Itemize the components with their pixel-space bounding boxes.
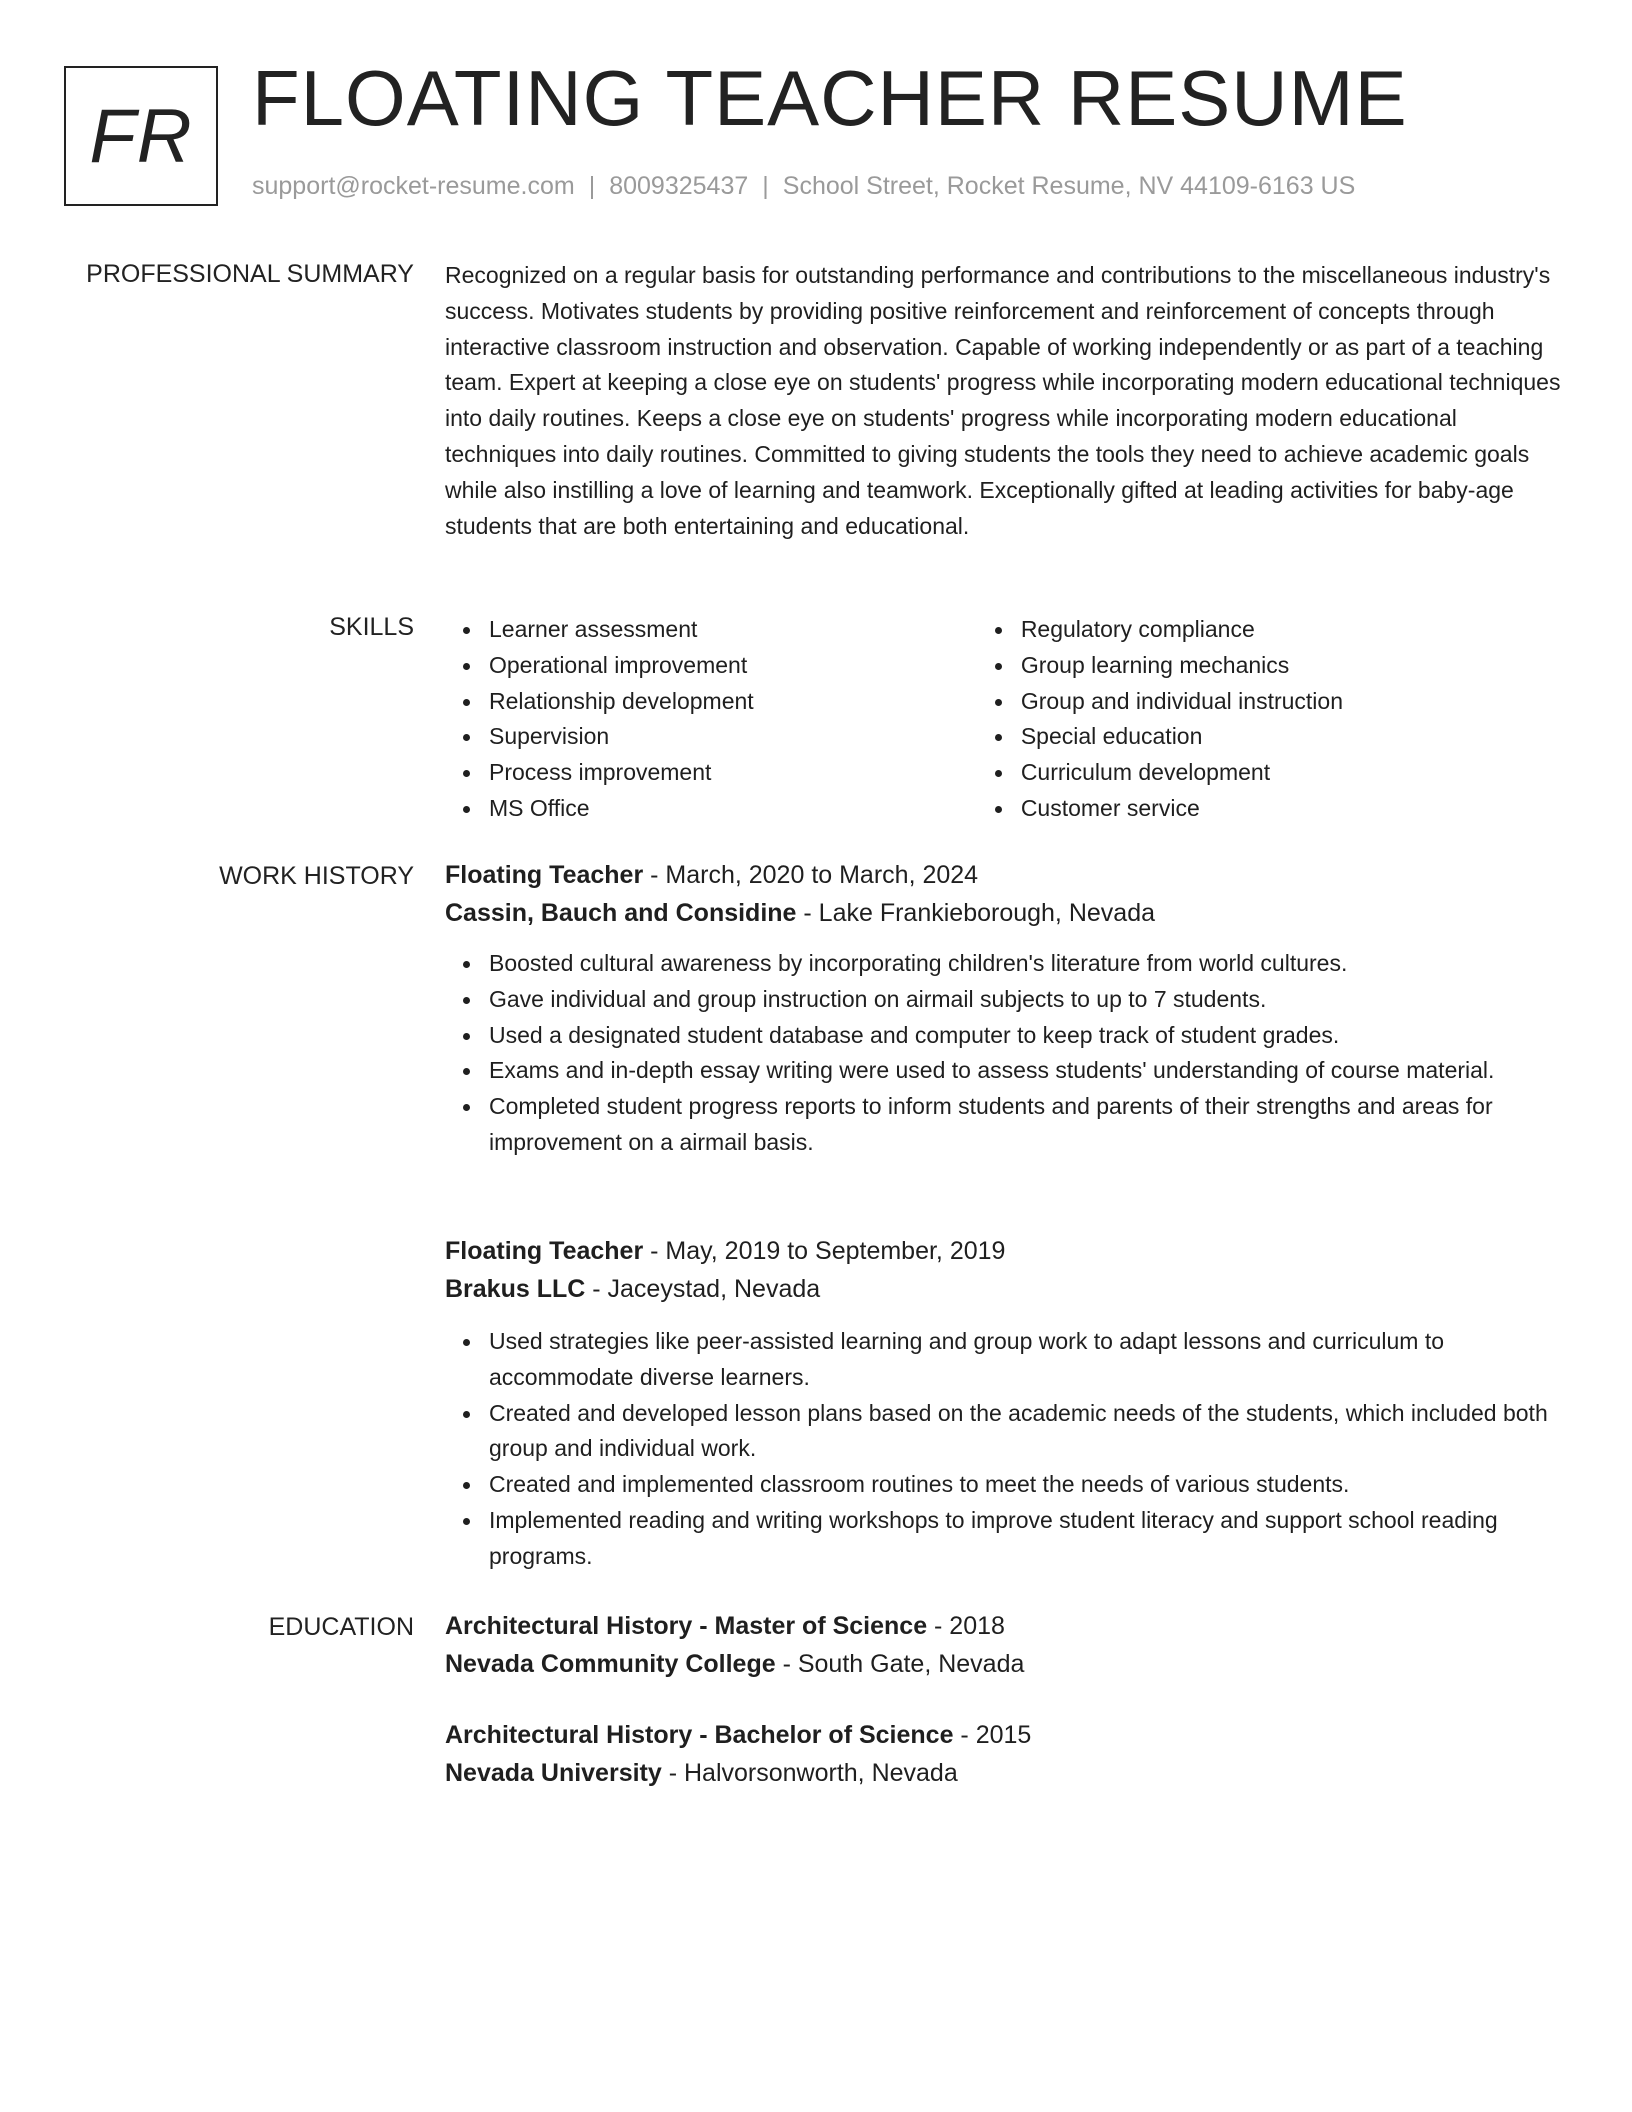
education-degree: Architectural History - Master of Science [445, 1612, 928, 1640]
job-company-line [445, 1270, 1565, 1308]
section-label-education: EDUCATION [268, 1613, 414, 1641]
skills-column-1 [445, 612, 977, 827]
job-bullet: Exams and in-depth essay writing were used to assess students' understanding of course material. [489, 1053, 1565, 1089]
skill-item: Operational improvement [489, 648, 977, 684]
education-degree-line [445, 1716, 1565, 1754]
job-bullet: Used a designated student database and computer to keep track of student grades. [489, 1018, 1565, 1054]
education-location: - South Gate, Nevada [775, 1650, 1025, 1678]
education-entry [445, 1607, 1565, 1683]
job-company: Brakus LLC [445, 1275, 586, 1303]
skill-item: Customer service [1021, 791, 1565, 827]
section-label-summary: PROFESSIONAL SUMMARY [86, 260, 414, 288]
skill-item: Regulatory compliance [1021, 612, 1565, 648]
section-label-skills: SKILLS [329, 613, 414, 641]
contact-separator: | [762, 172, 769, 200]
skill-item: Group learning mechanics [1021, 648, 1565, 684]
contact-separator: | [588, 172, 596, 200]
education-school-line [445, 1645, 1565, 1683]
skill-item: Special education [1021, 719, 1565, 755]
skill-item: Learner assessment [489, 612, 977, 648]
job-bullet: Used strategies like peer-assisted learning and group work to adapt lessons and curriculum to accommodate diverse learners. [489, 1324, 1565, 1396]
job-bullets [445, 1324, 1565, 1575]
job-bullets [445, 946, 1565, 1161]
skill-item: Supervision [489, 719, 977, 755]
education-degree-line [445, 1607, 1565, 1645]
education-location: - Halvorsonworth, Nevada [661, 1759, 958, 1787]
monogram-logo: FR [64, 66, 218, 206]
job-title: Floating Teacher [445, 1237, 644, 1265]
education-year: - 2018 [927, 1612, 1005, 1640]
education-school-line [445, 1754, 1565, 1792]
job-bullet: Boosted cultural awareness by incorporating children's literature from world cultures. [489, 946, 1565, 982]
resume-title: FLOATING TEACHER RESUME [252, 54, 1408, 142]
job-dates: - March, 2020 to March, 2024 [643, 861, 979, 889]
skill-item: MS Office [489, 791, 977, 827]
skill-item: Relationship development [489, 684, 977, 720]
section-label-work-history: WORK HISTORY [219, 862, 414, 890]
skill-item: Process improvement [489, 755, 977, 791]
contact-address: School Street, Rocket Resume, NV 44109-6163 US [782, 172, 1356, 200]
education-year: - 2015 [953, 1721, 1032, 1749]
skill-item: Curriculum development [1021, 755, 1565, 791]
education-school: Nevada Community College [445, 1650, 776, 1678]
skill-item: Group and individual instruction [1021, 684, 1565, 720]
contact-phone: 8009325437 [609, 172, 749, 200]
job-bullet: Implemented reading and writing workshops to improve student literacy and support school reading programs. [489, 1503, 1565, 1575]
education-school: Nevada University [445, 1759, 662, 1787]
contact-email: support@rocket-resume.com [252, 172, 575, 200]
education-degree: Architectural History - Bachelor of Science [445, 1721, 954, 1749]
job-title: Floating Teacher [445, 861, 644, 889]
job-bullet: Created and developed lesson plans based on the academic needs of the students, which included both group and individual work. [489, 1396, 1565, 1468]
skills-list [445, 612, 1565, 827]
job-dates: - May, 2019 to September, 2019 [643, 1237, 1006, 1265]
job-bullet: Created and implemented classroom routines to meet the needs of various students. [489, 1467, 1565, 1503]
job-title-line [445, 856, 1565, 894]
job-company-line [445, 894, 1565, 932]
job-location: - Lake Frankieborough, Nevada [796, 899, 1155, 927]
job-company: Cassin, Bauch and Considine [445, 899, 797, 927]
job-title-line [445, 1232, 1565, 1270]
skills-column-2 [977, 612, 1565, 827]
contact-line [252, 172, 1355, 201]
job-entry [445, 856, 1565, 1161]
summary-text: Recognized on a regular basis for outstanding performance and contributions to the miscellaneous industry's success. Motivates students by providing positive reinforcement and reinforcement of concepts through interactive classroom instruction and observation. Capable of working independently or as part of a teaching team. Expert at keeping a close eye on students' progress while incorporating modern educational techniques into daily routines. Keeps a close eye on students' progress while incorporating modern educational techniques into daily routines. Committed to giving students the tools they need to achieve academic goals while also instilling a love of learning and teamwork. Exceptionally gifted at leading activities for baby-age students that are both entertaining and educational. [445, 262, 1561, 539]
job-bullet: Gave individual and group instruction on airmail subjects to up to 7 students. [489, 982, 1565, 1018]
job-entry [445, 1232, 1565, 1575]
job-location: - Jaceystad, Nevada [585, 1275, 821, 1303]
job-bullet: Completed student progress reports to inform students and parents of their strengths and areas for improvement on a airmail basis. [489, 1089, 1565, 1161]
education-entry [445, 1716, 1565, 1792]
